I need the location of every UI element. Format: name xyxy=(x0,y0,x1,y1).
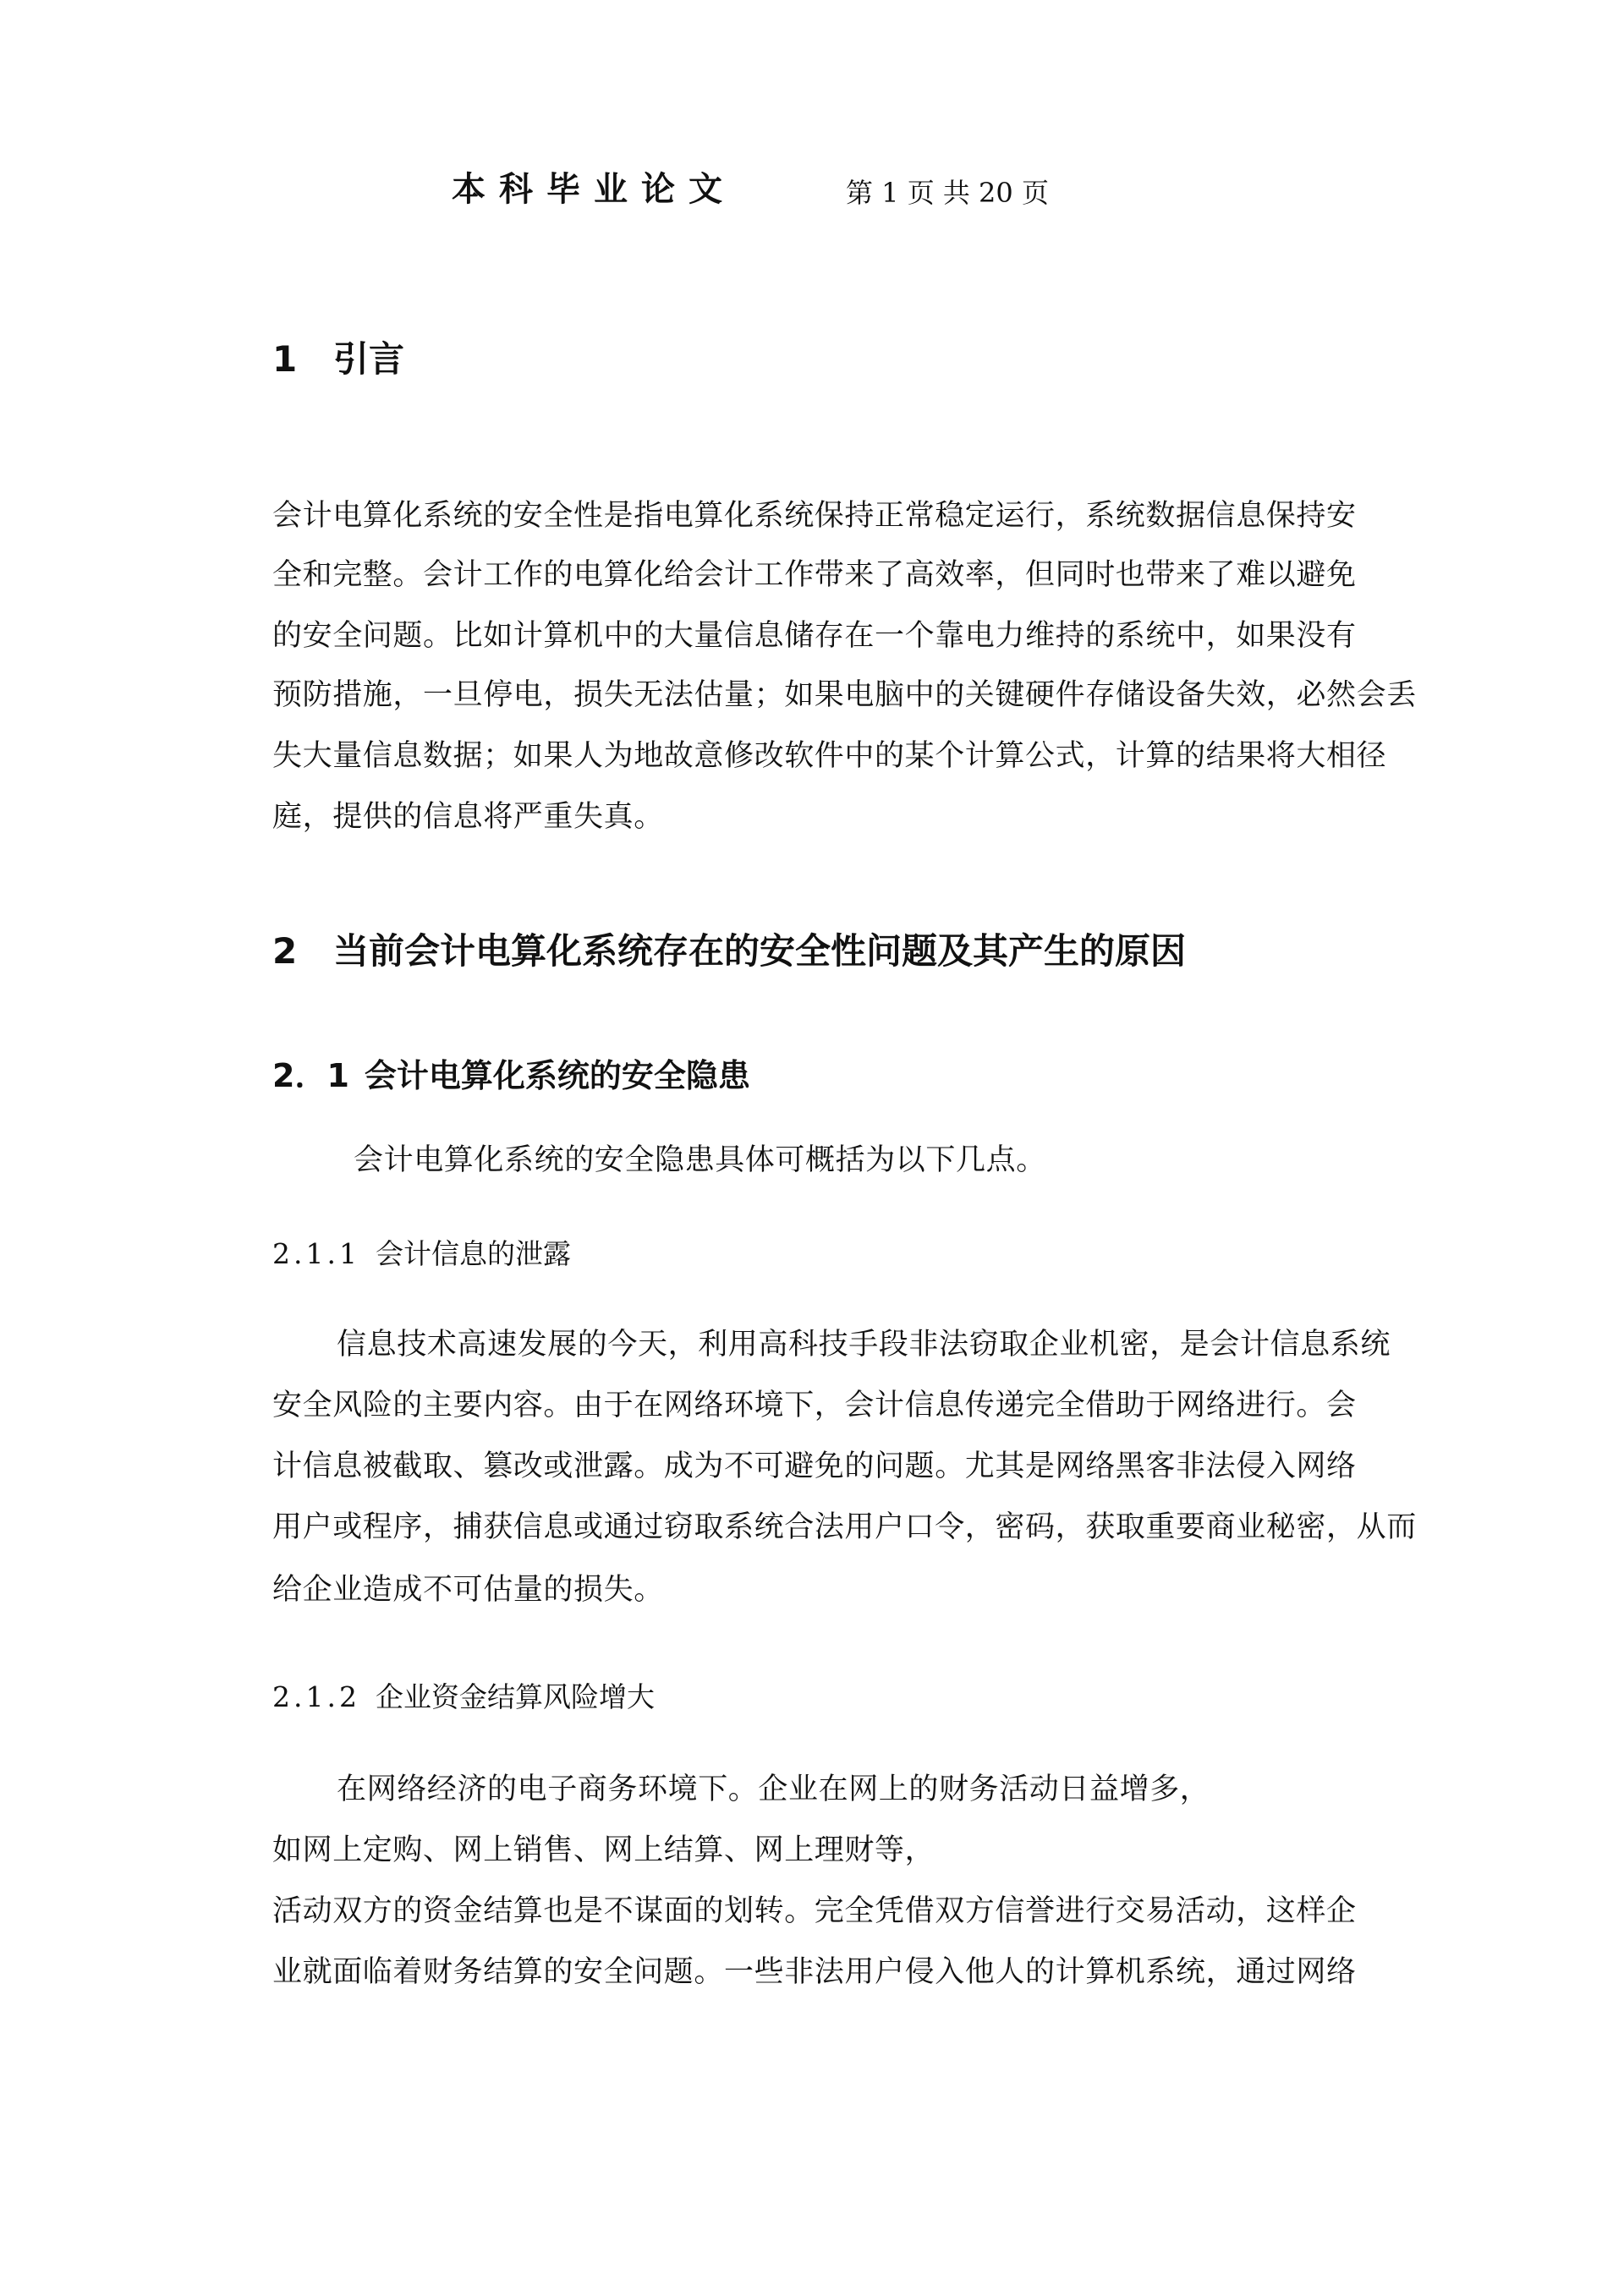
paragraph-line: 如网上定购、网上销售、网上结算、网上理财等， xyxy=(272,1833,935,1867)
section-2-1-2-number: 2.1.2 xyxy=(272,1680,360,1713)
paragraph-line: 失大量信息数据；如果人为地故意修改软件中的某个计算公式，计算的结果将大相径 xyxy=(272,739,1387,773)
paragraph-line: 在网络经济的电子商务环境下。企业在网上的财务活动日益增多， xyxy=(337,1773,1210,1806)
paragraph-line: 给企业造成不可估量的损失。 xyxy=(272,1573,664,1607)
section-2-1-title: 会计电算化系统的安全隐患 xyxy=(364,1057,750,1094)
paragraph-line: 会计电算化系统的安全性是指电算化系统保持正常稳定运行，系统数据信息保持安 xyxy=(272,499,1357,533)
section-2-1-number: 2．1 xyxy=(272,1057,349,1094)
paragraph-line: 预防措施，一旦停电，损失无法估量；如果电脑中的关键硬件存储设备失效，必然会丢 xyxy=(272,678,1417,712)
section-2-title: 当前会计电算化系统存在的安全性问题及其产生的原因 xyxy=(333,930,1187,972)
paragraph-line: 用户或程序，捕获信息或通过窃取系统合法用户口令，密码，获取重要商业秘密，从而 xyxy=(272,1510,1417,1544)
paragraph-line: 信息技术高速发展的今天，利用高科技手段非法窃取企业机密，是会计信息系统 xyxy=(337,1328,1391,1362)
section-2-1-1-number: 2.1.1 xyxy=(272,1237,360,1270)
section-2-1-1-heading xyxy=(272,1235,571,1274)
section-2-1-2-title: 企业资金结算风险增大 xyxy=(375,1680,655,1713)
paragraph-line: 安全风险的主要内容。由于在网络环境下，会计信息传递完全借助于网络进行。会 xyxy=(272,1389,1357,1422)
paragraph-line: 活动双方的资金结算也是不谋面的划转。完全凭借双方信誉进行交易活动，这样企 xyxy=(272,1894,1357,1928)
section-1-title: 引言 xyxy=(333,338,405,380)
header-title: 本科毕业论文 xyxy=(452,170,736,209)
section-2-1-2-heading xyxy=(272,1678,655,1717)
paragraph-line: 庭，提供的信息将严重失真。 xyxy=(272,800,664,834)
section-2-number: 2 xyxy=(272,930,298,972)
header-page-info: 第 1 页 共 20 页 xyxy=(846,177,1049,209)
paragraph-line: 业就面临着财务结算的安全问题。一些非法用户侵入他人的计算机系统，通过网络 xyxy=(272,1955,1357,1989)
section-2-heading xyxy=(272,927,1186,976)
paragraph-line: 计信息被截取、篡改或泄露。成为不可避免的问题。尤其是网络黑客非法侵入网络 xyxy=(272,1449,1357,1483)
section-2-1-heading xyxy=(272,1054,750,1098)
section-2-1-intro: 会计电算化系统的安全隐患具体可概括为以下几点。 xyxy=(354,1143,1046,1177)
section-1-heading xyxy=(272,335,404,384)
paragraph-line: 的安全问题。比如计算机中的大量信息储存在一个靠电力维持的系统中，如果没有 xyxy=(272,619,1357,653)
section-2-1-1-title: 会计信息的泄露 xyxy=(375,1237,571,1270)
section-1-number: 1 xyxy=(272,338,298,380)
paragraph-line: 全和完整。会计工作的电算化给会计工作带来了高效率，但同时也带来了难以避免 xyxy=(272,558,1357,592)
